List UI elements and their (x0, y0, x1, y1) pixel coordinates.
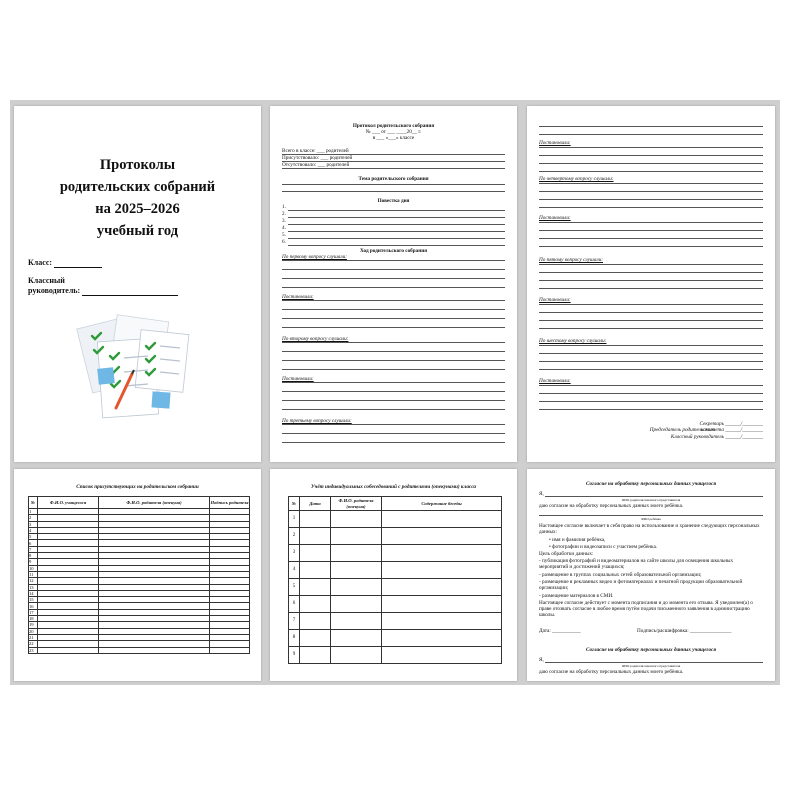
table-cell (331, 562, 382, 579)
consent-title: Согласие на обработку персональных данных учащегося (585, 481, 717, 487)
row-number: 3 (289, 545, 300, 562)
row-number: 11 (29, 571, 38, 577)
table-cell (300, 647, 331, 664)
documents-illustration (76, 312, 194, 424)
agenda-item: 2. (282, 211, 286, 217)
row-number: 17 (29, 609, 38, 615)
header-parent-name: Ф.И.О. родителя (опекуна) (331, 497, 382, 511)
attendance-page (14, 469, 261, 681)
q3-label: По третьему вопросу слушали: (282, 418, 352, 424)
consent-bullet-2-text: фотографии и видеозаписи с участием ребёнка. (552, 544, 658, 550)
row-number: 12 (29, 578, 38, 584)
attendance-title: Список присутствующих на родительском собрании (76, 484, 199, 490)
q2-label: По второму вопросу слушали: (282, 336, 349, 342)
teacher-label-2: руководитель: (28, 286, 81, 295)
table-row (289, 511, 502, 528)
table-cell (99, 647, 210, 653)
row-number: 20 (29, 628, 38, 634)
header-student-name: Ф.И.О. учащегося (38, 497, 99, 509)
signature-secretary: Секретарь ______/________ (699, 421, 763, 427)
consent-title-2: Согласие на обработку персональных данных учащегося (585, 647, 717, 653)
consent-purpose-4: - размещение материалов в СМИ. (539, 593, 614, 599)
header-parent-signature: Подпись родителя (210, 497, 250, 509)
resolved-label: Постановили: (539, 140, 571, 146)
row-number: 22 (29, 641, 38, 647)
class-label: Класс: (28, 258, 53, 267)
cover-title-line-1: Протоколы (99, 157, 176, 173)
signature-chair-line-2: комитета ______/________ (701, 427, 763, 433)
consent-bullet-1-text: имя и фамилия ребёнка, (552, 537, 606, 543)
agenda-item: 5. (282, 232, 286, 238)
row-number: 7 (289, 613, 300, 630)
table-cell (382, 511, 502, 528)
row-number: 2 (289, 528, 300, 545)
attendance-table (28, 496, 250, 654)
consent-give-2: даю согласие на обработку персональных данных моего ребёнка. (539, 669, 684, 675)
table-cell (382, 596, 502, 613)
consent-validity: Настоящее согласие действует с момента подписания и до момента его отзыва. Я уведомлен(а) о праве отозвать согласие в любое время путём подачи письменного заявления в администрацию школы. (539, 600, 753, 618)
course-heading: Ход родительского собрания (359, 248, 428, 254)
resolved-label: Постановили: (282, 294, 314, 300)
table-cell (300, 562, 331, 579)
table-cell (331, 528, 382, 545)
table-cell (331, 647, 382, 664)
row-number: 3 (29, 521, 38, 527)
header-number: № (289, 497, 300, 511)
resolved-label: Постановили: (539, 215, 571, 221)
protocol-title: Протокол родительского собрания (352, 123, 435, 129)
table-row (289, 596, 502, 613)
table-cell (300, 630, 331, 647)
row-number: 1 (29, 509, 38, 515)
q4-label: По четвертому вопросу слушали: (539, 176, 614, 182)
interviews-page (270, 469, 517, 681)
consent-signature: Подпись/расшифровка: ________________ (637, 628, 732, 634)
row-number: 21 (29, 634, 38, 640)
row-number: 5 (29, 534, 38, 540)
table-cell (300, 579, 331, 596)
row-number: 6 (29, 540, 38, 546)
consent-bullet-2: • фотографии и видеозаписи с участием ребёнка. (549, 544, 658, 550)
cover-title-line-4: учебный год (96, 223, 179, 239)
row-number: 18 (29, 616, 38, 622)
consent-give: даю согласие на обработку персональных данных моего ребёнка. (539, 503, 684, 509)
row-number: 13 (29, 584, 38, 590)
row-number: 9 (29, 559, 38, 565)
consent-i-label: Я, (539, 491, 544, 497)
table-cell (210, 647, 250, 653)
consent-purpose: Цель обработки данных: (539, 551, 594, 557)
consent-bullet-1: • имя и фамилия ребёнка, (549, 537, 606, 543)
consent-sub-parent: ФИО родителя/законного представителя (621, 498, 681, 502)
table-cell (38, 647, 99, 653)
row-number: 7 (29, 546, 38, 552)
table-row (289, 545, 502, 562)
attendance-table-body (29, 509, 250, 654)
consent-i-label-2: Я, (539, 657, 544, 663)
table-cell (331, 545, 382, 562)
table-cell (331, 630, 382, 647)
header-date: Дата (300, 497, 331, 511)
agenda-heading: Повестка дня (377, 198, 410, 204)
table-cell (300, 528, 331, 545)
total-parents: Всего в классе: ___ родителей (282, 148, 349, 154)
row-number: 4 (289, 562, 300, 579)
class-field (28, 258, 102, 268)
table-row (289, 579, 502, 596)
row-number: 1 (289, 511, 300, 528)
q5-label: По пятому вопросу слушали: (539, 257, 604, 263)
row-number: 4 (29, 527, 38, 533)
row-number: 19 (29, 622, 38, 628)
interviews-table-body (289, 511, 502, 664)
present-parents: Присутствовало: ___ родителей (282, 155, 353, 161)
row-number: 10 (29, 565, 38, 571)
table-row (289, 528, 502, 545)
row-number: 8 (289, 630, 300, 647)
consent-purpose-3: - размещение в рекламных видео и фотоматериалах и печатной продукции образовательной организации; (539, 579, 743, 591)
row-number: 5 (289, 579, 300, 596)
agenda-item: 3. (282, 218, 286, 224)
row-number: 16 (29, 603, 38, 609)
topic-heading: Тема родительского собрания (358, 176, 429, 182)
class-blank (54, 267, 102, 268)
cover-title (14, 154, 261, 242)
table-cell (382, 613, 502, 630)
table-cell (382, 579, 502, 596)
consent-purpose-2: - размещение в группах социальных сетей образовательной организации; (539, 572, 702, 578)
protocol-class: в ___ «___» классе (372, 135, 415, 141)
table-cell (300, 545, 331, 562)
consent-sub-child: ФИО ребёнка (641, 517, 661, 521)
consent-page (527, 469, 775, 681)
header-number: № (29, 497, 38, 509)
row-number: 15 (29, 597, 38, 603)
row-number: 23 (29, 647, 38, 653)
table-cell (382, 545, 502, 562)
absent-parents: Отсутствовало: ___ родителей (282, 162, 350, 168)
interviews-title: Учёт индивидуальных собеседований с родителями (опекунами) класса (310, 484, 476, 490)
resolved-label: Постановили: (539, 378, 571, 384)
table-row (289, 647, 502, 664)
agenda-item: 6. (282, 239, 286, 245)
table-cell (300, 613, 331, 630)
table-cell (382, 647, 502, 664)
table-cell (300, 596, 331, 613)
cover-title-line-2: родительских собраний (59, 179, 216, 195)
resolved-label: Постановили: (282, 376, 314, 382)
protocol-continued-page (527, 106, 775, 462)
header-parent-name: Ф.И.О. родителя (опекуна) (99, 497, 210, 509)
signature-chair-line-1: Председатель родительского (649, 427, 715, 433)
table-cell (382, 630, 502, 647)
teacher-label-1: Классный (28, 276, 65, 285)
agenda-item: 1. (282, 204, 286, 210)
table-row (289, 613, 502, 630)
protocol-number: № ___ от ___ ____20__ г. (365, 129, 422, 135)
signature-teacher: Классный руководитель ______/________ (670, 434, 763, 440)
cover-title-line-3: на 2025–2026 (95, 201, 180, 217)
consent-date: Дата: ___________ (539, 628, 581, 634)
header-conversation-content: Содержание беседы (382, 497, 502, 511)
teacher-field (28, 276, 178, 296)
table-cell (382, 528, 502, 545)
table-cell (331, 511, 382, 528)
agenda-item: 4. (282, 225, 286, 231)
protocol-page (270, 106, 517, 462)
table-row (289, 562, 502, 579)
row-number: 2 (29, 515, 38, 521)
row-number: 6 (289, 596, 300, 613)
resolved-label: Постановили: (539, 297, 571, 303)
consent-purpose-1: - публикация фотографий и видеоматериалов на сайте школы для освещения школьных мероприятий и достижений учащихся; (539, 558, 734, 570)
q6-label: По шестому вопросу слушали: (539, 338, 607, 344)
row-number: 9 (289, 647, 300, 664)
cover-page (14, 106, 261, 462)
consent-includes: Настоящее согласие включает в себя право на использование и хранение следующих персональных данных: (539, 523, 760, 535)
table-row (29, 647, 250, 653)
teacher-blank (82, 295, 178, 296)
consent-sub-parent-2: ФИО родителя/законного представителя (621, 664, 681, 668)
table-row (289, 630, 502, 647)
row-number: 8 (29, 553, 38, 559)
row-number: 14 (29, 590, 38, 596)
table-cell (331, 596, 382, 613)
interviews-table (288, 496, 502, 664)
q1-label: По первому вопросу слушали: (282, 254, 347, 260)
table-cell (331, 579, 382, 596)
table-cell (382, 562, 502, 579)
table-cell (300, 511, 331, 528)
table-cell (331, 613, 382, 630)
